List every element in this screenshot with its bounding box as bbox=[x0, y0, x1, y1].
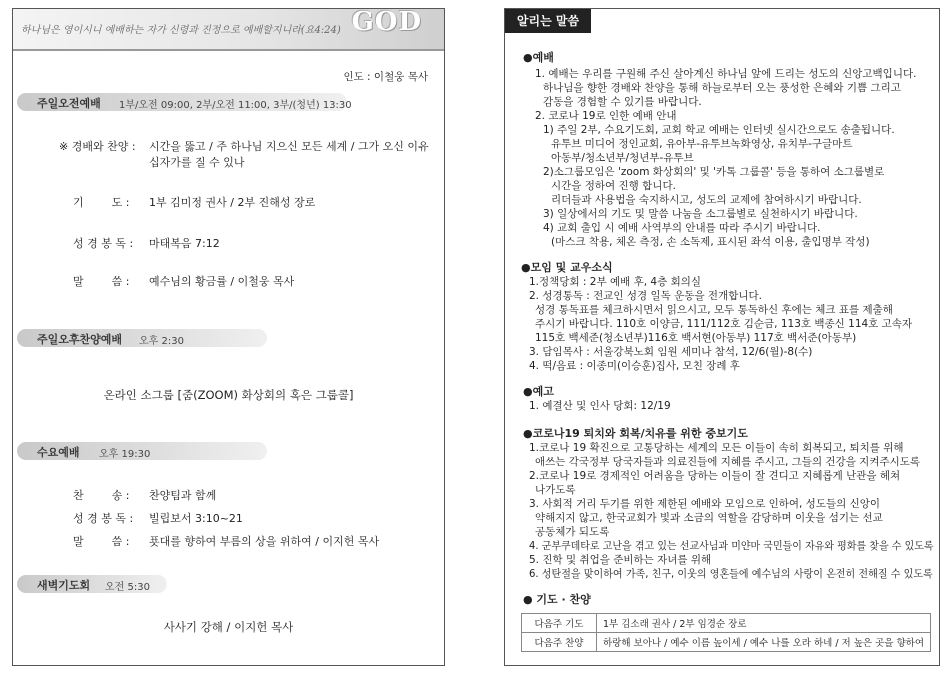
announcement-line: 공동체가 되도록 bbox=[535, 526, 610, 538]
scripture-reading: 마태복음 7:12 bbox=[149, 237, 220, 250]
announcement-line: 나가도록 bbox=[535, 484, 576, 496]
service-bar-morning bbox=[17, 93, 352, 111]
praise-songs-2: 십자가를 질 수 있나 bbox=[149, 156, 245, 169]
section-heading: ●코로나19 퇴치와 회복/치유를 위한 중보기도 bbox=[523, 427, 748, 440]
announcement-line: 2)소그룹모임은 'zoom 화상회의' 및 '카톡 그룹콜' 등을 통하여 소그룹별로 bbox=[543, 166, 885, 178]
praise-songs: 시간을 뚫고 / 주 하나님 지으신 모든 세계 / 그가 오신 이유 bbox=[149, 140, 429, 153]
reading-label: 성 경 봉 독 : bbox=[73, 512, 134, 525]
announcement-line: 1. 예결산 및 인사 당회: 12/19 bbox=[529, 400, 671, 412]
announcement-line: 애쓰는 각국정부 당국자들과 의료진들에 지혜를 주시고, 그들의 건강을 지켜주시도록 bbox=[535, 456, 921, 468]
service-name: 주일오전예배 bbox=[37, 97, 101, 110]
afternoon-note: 온라인 소그룹 [줌(ZOOM) 화상회의 혹은 그룹콜] bbox=[103, 388, 354, 402]
section-heading: ●예고 bbox=[523, 385, 554, 398]
announcement-line: 2.코로나 19로 경제적인 어려움을 당하는 이들이 잘 견디고 지혜롭게 난관을 헤쳐 bbox=[529, 470, 901, 482]
announcement-line: (마스크 착용, 체온 측정, 손 소독제, 표시된 좌석 이용, 출입명부 작성) bbox=[551, 236, 870, 248]
announcement-line: 2. 코로나 19로 인한 예배 안내 bbox=[535, 110, 677, 122]
announcement-line: 115호 백세준(청소년부)116호 백서현(아동부) 117호 백서준(아동부) bbox=[535, 332, 857, 344]
announcement-line: 4. 군부쿠데타로 고난을 겪고 있는 선교사님과 미얀마 국민들이 자유와 평화를 찾을 수 있도록 bbox=[529, 540, 934, 552]
announcement-line: 6. 성탄절을 맞이하여 가족, 친구, 이웃의 영혼들에 예수님의 사랑이 온전히 전해질 수 있도록 bbox=[529, 568, 933, 580]
service-bar-afternoon bbox=[17, 329, 267, 347]
announcements-title: 알리는 말씀 bbox=[505, 9, 591, 33]
announcement-line: 4) 교회 출입 시 예배 사역부의 안내를 따라 주시기 바랍니다. bbox=[543, 222, 821, 234]
prayer: 1부 김미정 권사 / 2부 진해성 장로 bbox=[149, 196, 316, 209]
section-heading: ●모임 및 교우소식 bbox=[521, 261, 613, 274]
service-bar-wednesday bbox=[17, 442, 267, 460]
announcement-line: 4. 떡/음료 : 이종미(이승훈)집사, 모친 장례 후 bbox=[529, 360, 740, 372]
announcement-line: 1. 예배는 우리를 구원해 주신 살아계신 하나님 앞에 드리는 성도의 신앙고백입니다. bbox=[535, 68, 917, 80]
table-row bbox=[522, 614, 931, 633]
dawn-note: 사사기 강해 / 이지헌 목사 bbox=[163, 620, 294, 634]
service-name: 주일오후찬양예배 bbox=[37, 333, 123, 346]
announcement-line: 리더들과 사용법을 숙지하시고, 성도의 교제에 참여하시기 바랍니다. bbox=[551, 194, 862, 206]
announcement-line: 감동을 경험할 수 있기를 바랍니다. bbox=[543, 96, 702, 108]
announcement-line: 시간을 정하여 진행 합니다. bbox=[551, 180, 676, 192]
sermon-label: 말 씀 : bbox=[73, 275, 130, 288]
service-time: 오전 5:30 bbox=[105, 582, 150, 593]
announcements-page bbox=[504, 8, 940, 666]
next-week-table bbox=[521, 613, 931, 652]
sermon-label: 말 씀 : bbox=[73, 535, 130, 548]
table-key: 다음주 찬양 bbox=[522, 633, 597, 652]
prayer-label: 기 도 : bbox=[73, 196, 130, 209]
announcement-line: 약해지지 않고, 한국교회가 빛과 소금의 역할을 감당하며 이웃을 섬기는 선교 bbox=[535, 512, 883, 524]
announcement-line: 주시기 바랍니다. 110호 이양금, 111/112호 김순금, 113호 백종신 114호 고속자 bbox=[535, 318, 913, 330]
scripture-reading: 빌립보서 3:10~21 bbox=[149, 512, 243, 525]
announcement-line: 3. 사회적 거리 두기를 위한 제한된 예배와 모임으로 인하여, 성도들의 신앙이 bbox=[529, 498, 881, 510]
reading-label: 성 경 봉 독 : bbox=[73, 237, 134, 250]
service-time: 1부/오전 09:00, 2부/오전 11:00, 3부/(청년) 13:30 bbox=[119, 100, 352, 111]
service-time: 오후 2:30 bbox=[139, 336, 184, 347]
announcement-line: 아동부/청소년부/청년부-유투브 bbox=[551, 152, 694, 164]
service-name: 새벽기도회 bbox=[37, 579, 91, 592]
table-row bbox=[522, 633, 931, 652]
hymn: 찬양팀과 함께 bbox=[149, 489, 217, 502]
announcement-line: 2. 성경통독 : 전교인 성경 일독 운동을 전개합니다. bbox=[529, 290, 762, 302]
hymn-label: 찬 송 : bbox=[73, 489, 130, 502]
announcement-line: 1) 주일 2부, 수요기도회, 교회 학교 예배는 인터넷 실시간으로도 송출됩니다. bbox=[543, 124, 895, 136]
header-verse: 하나님은 영이시니 예배하는 자가 신령과 진정으로 예배할지니라(요4:24) bbox=[21, 25, 341, 36]
announcement-line: 하나님을 향한 경배와 찬양을 통해 하늘로부터 오는 풍성한 은혜와 기쁨 그리고 bbox=[543, 82, 901, 94]
service-bar-dawn bbox=[17, 575, 167, 593]
presider: 인도 : 이철웅 목사 bbox=[343, 71, 428, 83]
announcement-line: 5. 진학 및 취업을 준비하는 자녀를 위해 bbox=[529, 554, 712, 566]
announcement-line: 1.정책당회 : 2부 예배 후, 4층 회의실 bbox=[529, 276, 701, 288]
announcement-line: 3. 담임목사 : 서울강북노회 임원 세미나 참석, 12/6(월)-8(수) bbox=[529, 346, 813, 358]
table-key: 다음주 기도 bbox=[522, 614, 597, 633]
praise-label: ※ 경배와 찬양 : bbox=[59, 140, 136, 153]
sermon: 푯대를 향하여 부름의 상을 위하여 / 이지헌 목사 bbox=[149, 535, 380, 548]
announcement-line: 1.코로나 19 확진으로 고통당하는 세계의 모든 이들이 속히 회복되고, 퇴치를 위해 bbox=[529, 442, 904, 454]
announcement-line: 성경 통독표를 체크하시면서 읽으시고, 모두 통독하신 후에는 체크 표를 제출해 bbox=[535, 304, 893, 316]
announcement-line: 유투브 미디어 정인교회, 유아부-유투브녹화영상, 유치부-구글마트 bbox=[551, 138, 853, 150]
section-heading: ● 기도 · 찬양 bbox=[523, 593, 591, 606]
service-name: 수요예배 bbox=[37, 446, 80, 459]
service-time: 오후 19:30 bbox=[99, 449, 151, 460]
announcement-line: 3) 일상에서의 기도 및 말씀 나눔을 소그룹별로 실천하시기 바랍니다. bbox=[543, 208, 858, 220]
sermon: 예수님의 황금률 / 이철웅 목사 bbox=[149, 275, 295, 288]
header-band bbox=[13, 9, 444, 51]
worship-order-page bbox=[12, 8, 445, 666]
section-heading: ●예배 bbox=[523, 51, 554, 64]
god-logo: GOD bbox=[351, 9, 422, 37]
table-value: 하랑해 보아나 / 예수 이름 높이세 / 예수 나를 오라 하네 / 저 높은 곳을 향하여 bbox=[597, 633, 931, 652]
table-value: 1부 김소래 권사 / 2부 임경순 장로 bbox=[597, 614, 931, 633]
